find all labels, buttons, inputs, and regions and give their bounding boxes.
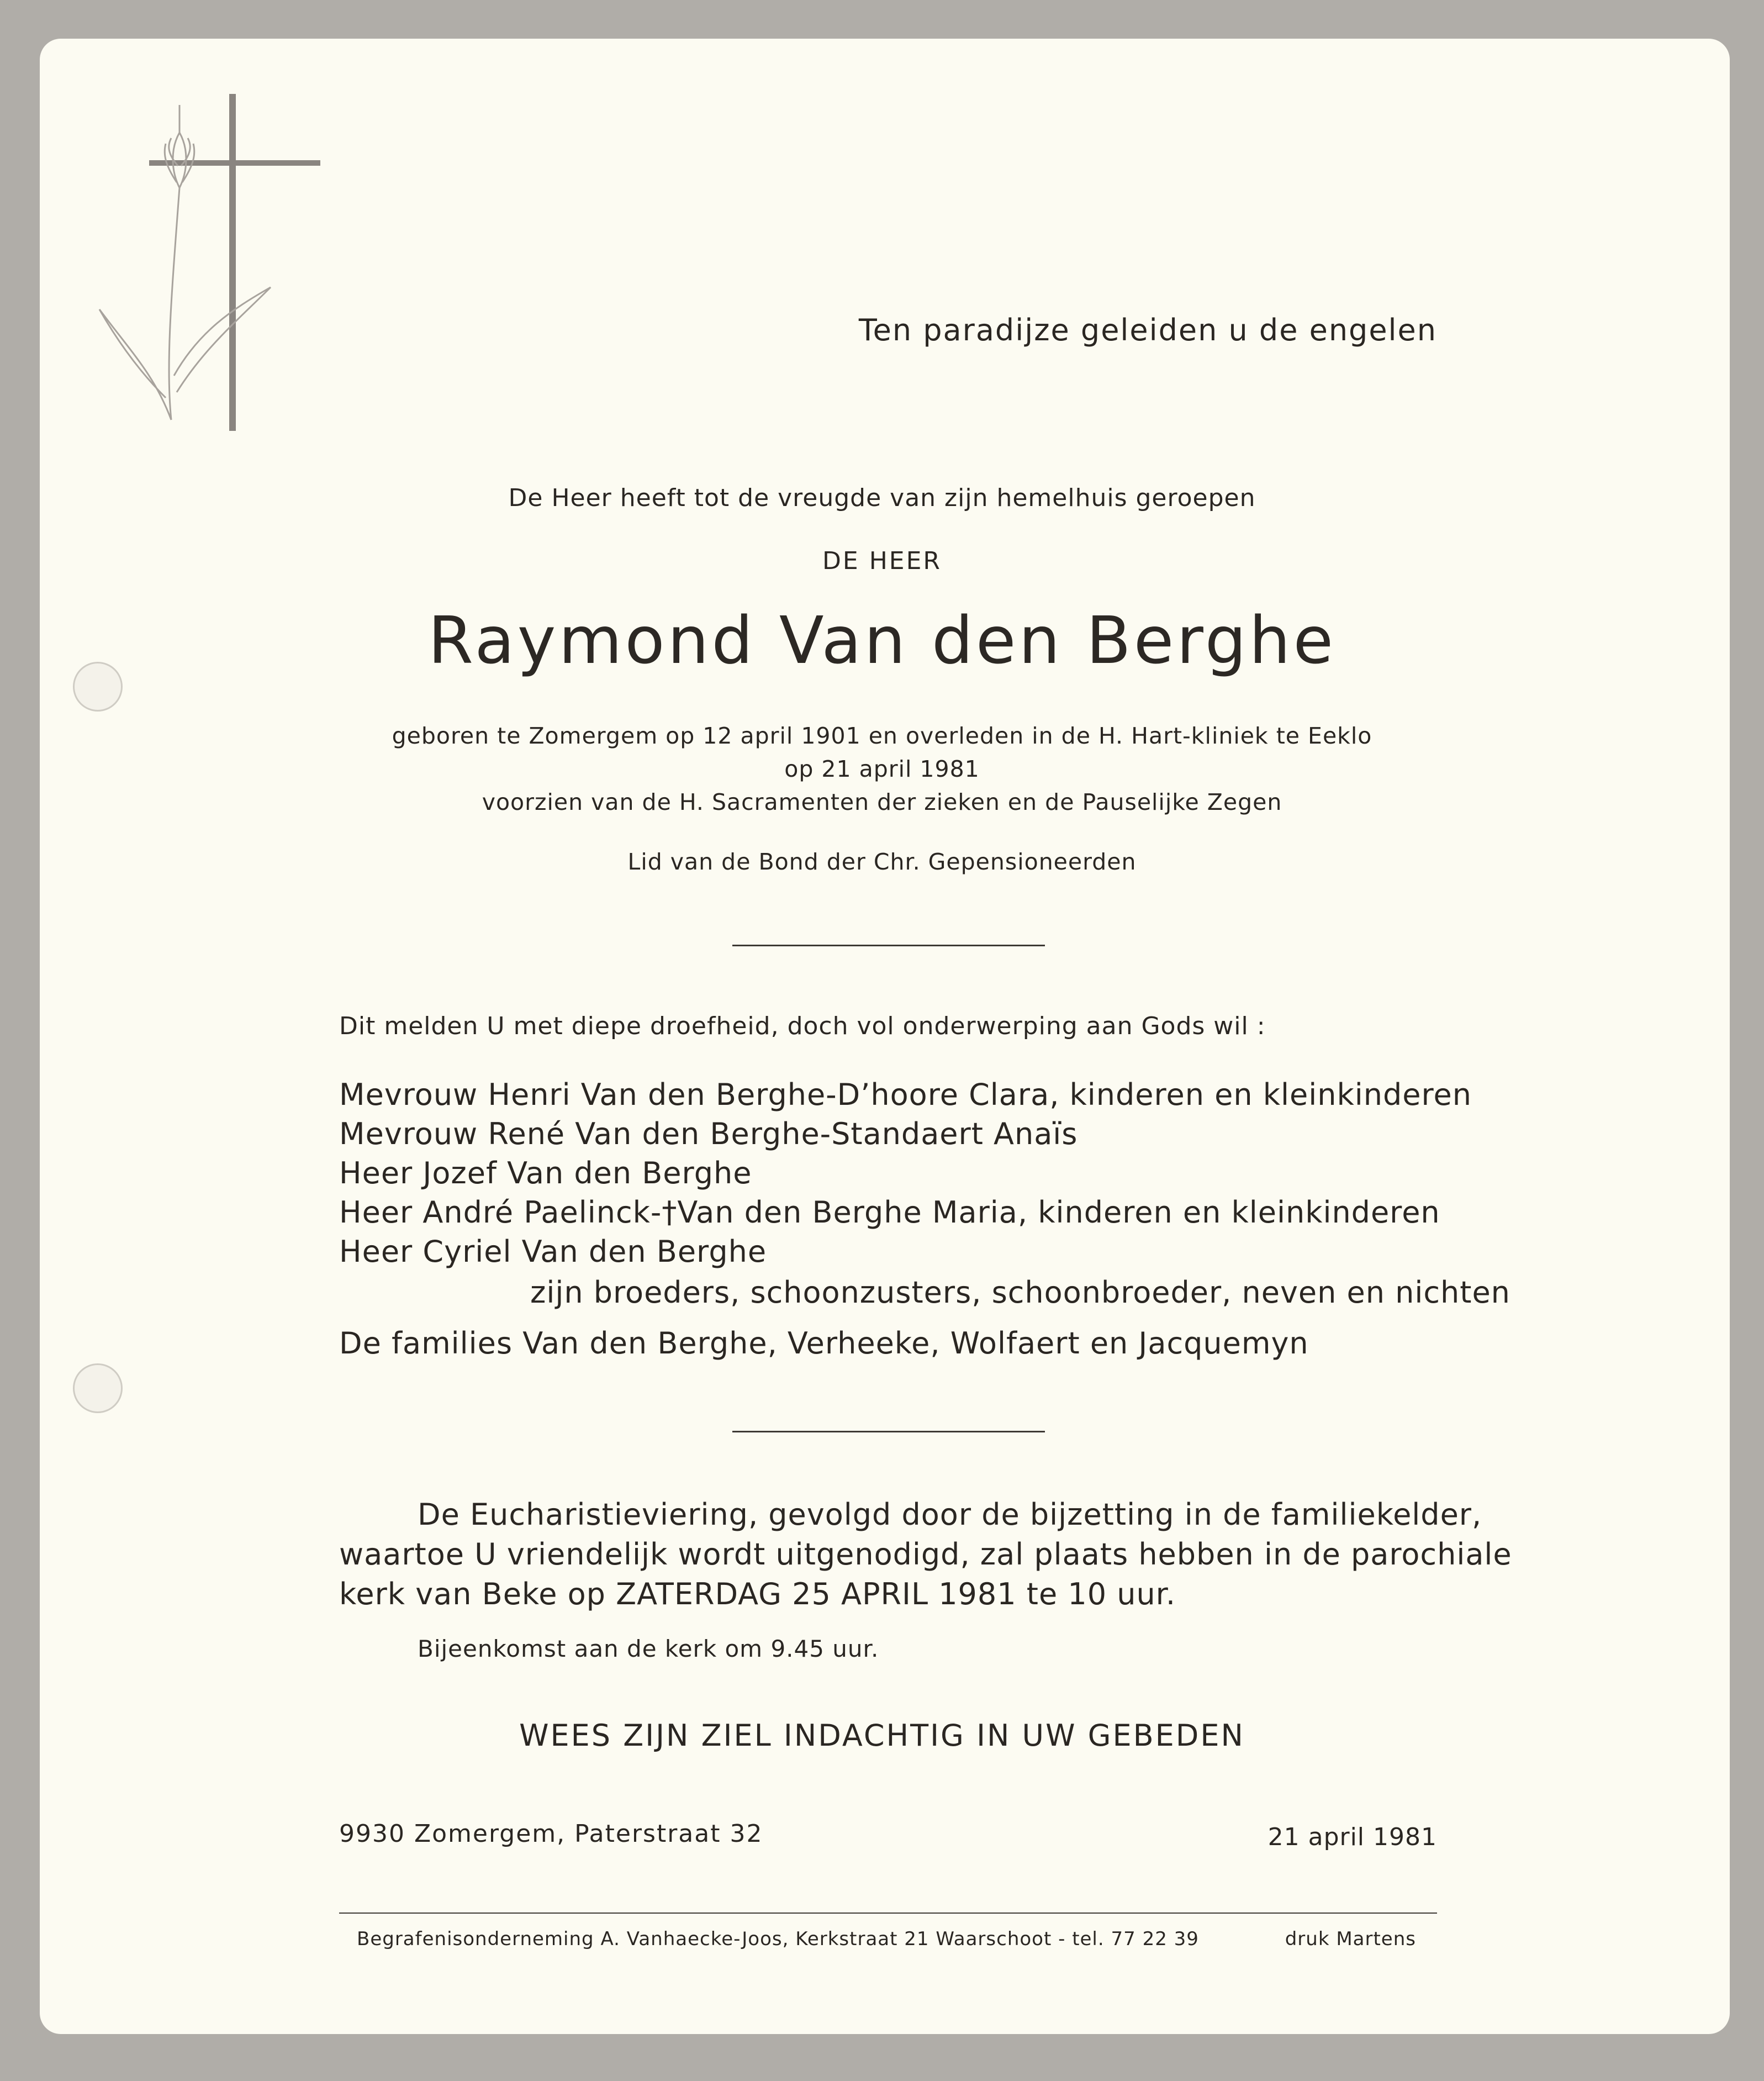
service-line-3: kerk van Beke op ZATERDAG 25 APRIL 1981 te 10 uur. — [339, 1577, 1176, 1611]
family-member: Heer Cyriel Van den Berghe — [339, 1234, 767, 1269]
announcement: Dit melden U met diepe droefheid, doch vol onderwerping aan Gods wil : — [339, 1012, 1266, 1040]
cross-wheat-icon — [88, 88, 331, 442]
birth-line: geboren te Zomergem op 12 april 1901 en overleden in de H. Hart-kliniek te Eeklo — [392, 723, 1372, 749]
service-line-1: De Eucharistieviering, gevolgd door de bijzetting in de familiekelder, — [418, 1497, 1482, 1532]
service-line-2: waartoe U vriendelijk wordt uitgenodigd, zal plaats hebben in de parochiale — [339, 1537, 1512, 1572]
family-member: Mevrouw Henri Van den Berghe-D’hoore Clara, kinderen en kleinkinderen — [339, 1077, 1472, 1112]
death-date: op 21 april 1981 — [784, 756, 980, 782]
membership-line: Lid van de Bond der Chr. Gepensioneerden — [627, 849, 1137, 875]
home-address: 9930 Zomergem, Paterstraat 32 — [339, 1820, 763, 1848]
divider-2 — [732, 1431, 1045, 1432]
intro-text: De Heer heeft tot de vreugde van zijn hemelhuis geroepen — [508, 484, 1256, 512]
family-member: Mevrouw René Van den Berghe-Standaert Anaïs — [339, 1116, 1078, 1151]
printer-credit: druk Martens — [1285, 1928, 1416, 1950]
families-line: De families Van den Berghe, Verheeke, Wolfaert en Jacquemyn — [339, 1326, 1309, 1361]
prayer-request: WEES ZIJN ZIEL INDACHTIG IN UW GEBEDEN — [519, 1718, 1245, 1753]
family-relations: zijn broeders, schoonzusters, schoonbroeder, neven en nichten — [530, 1275, 1511, 1310]
footer-rule — [339, 1913, 1437, 1914]
divider-1 — [732, 945, 1045, 946]
meeting-time: Bijeenkomst aan de kerk om 9.45 uur. — [418, 1635, 879, 1662]
punch-hole-bottom — [73, 1363, 123, 1413]
sacraments-line: voorzien van de H. Sacramenten der zieken en de Pauselijke Zegen — [482, 789, 1282, 815]
family-member: Heer André Paelinck-†Van den Berghe Maria, kinderen en kleinkinderen — [339, 1195, 1440, 1230]
undertaker-line: Begrafenisonderneming A. Vanhaecke-Joos, Kerkstraat 21 Waarschoot - tel. 77 22 39 — [357, 1928, 1199, 1950]
deceased-name: Raymond Van den Berghe — [427, 602, 1337, 678]
motto: Ten paradijze geleiden u de engelen — [858, 313, 1437, 347]
family-member: Heer Jozef Van den Berghe — [339, 1156, 752, 1190]
notice-date: 21 april 1981 — [1267, 1823, 1437, 1851]
honorific: DE HEER — [822, 547, 942, 575]
